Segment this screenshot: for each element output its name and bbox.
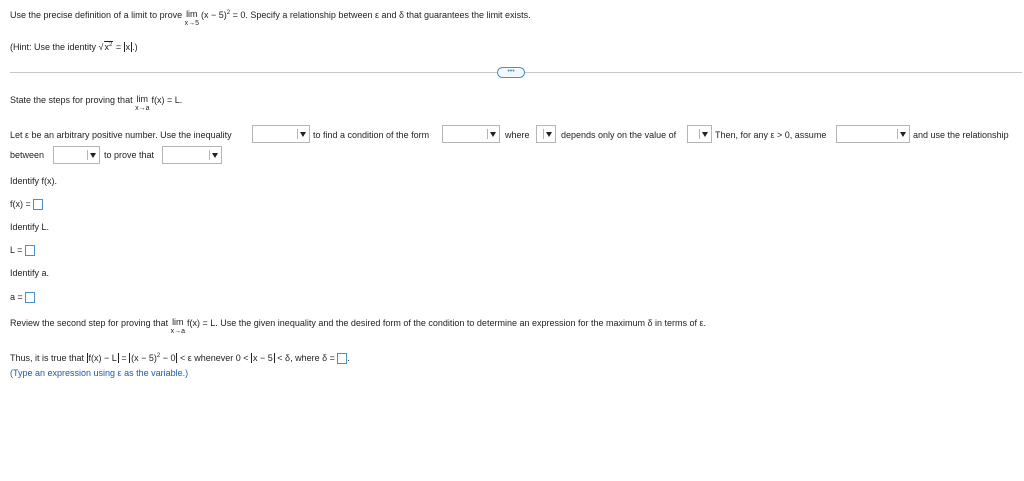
conclusion-abs3: x − 5 bbox=[253, 353, 273, 363]
chevron-down-icon bbox=[543, 129, 553, 139]
hint-sqrt-arg: x bbox=[104, 42, 109, 52]
review-limit bbox=[171, 318, 185, 336]
identify-L-label: Identify L. bbox=[10, 222, 50, 232]
fx-eq: f(x) = bbox=[10, 199, 31, 209]
conclusion-text bbox=[10, 353, 350, 364]
conclusion-end: < δ, where δ = bbox=[274, 353, 335, 363]
review-suffix: f(x) = L. Use the given inequality and the desired form of the condition to determine an expression for the maximum δ in terms of ε. bbox=[187, 318, 707, 328]
chevron-down-icon bbox=[699, 129, 709, 139]
question-lim-sub: x→5 bbox=[184, 20, 200, 27]
fx-input[interactable] bbox=[33, 199, 43, 210]
more-button[interactable]: ••• bbox=[497, 67, 525, 78]
between-text: between bbox=[10, 150, 45, 160]
state-lim-word: lim bbox=[136, 94, 149, 104]
let-text: Let ε be an arbitrary positive number. Use the inequality bbox=[10, 130, 232, 140]
depends-text: depends only on the value of bbox=[561, 130, 677, 140]
variable-dropdown[interactable] bbox=[536, 125, 556, 143]
chevron-down-icon bbox=[897, 129, 907, 139]
hint-prefix: (Hint: Use the identity bbox=[10, 42, 99, 52]
between-dropdown[interactable] bbox=[53, 146, 100, 164]
hint-sqrt bbox=[104, 41, 114, 52]
conclusion-abs2-base: (x − 5) bbox=[131, 353, 157, 363]
hint-exp: 2 bbox=[109, 42, 113, 48]
question-prefix: Use the precise definition of a limit to prove bbox=[10, 10, 183, 20]
then-text: Then, for any ε > 0, assume bbox=[715, 130, 827, 140]
question-expr-exp: 2 bbox=[226, 10, 231, 16]
conclusion-abs2-exp: 2 bbox=[156, 353, 161, 359]
sqrt-icon: √ bbox=[98, 42, 104, 52]
identify-a-label: Identify a. bbox=[10, 268, 50, 278]
a-input[interactable] bbox=[25, 292, 35, 303]
value-dropdown[interactable] bbox=[687, 125, 712, 143]
chevron-down-icon bbox=[297, 129, 307, 139]
hint-abs: x bbox=[125, 42, 131, 52]
hint-text bbox=[10, 41, 138, 52]
review-lim-word: lim bbox=[172, 317, 184, 327]
question-text bbox=[10, 10, 531, 28]
delta-input[interactable] bbox=[337, 353, 347, 364]
conclusion-period: . bbox=[347, 353, 350, 363]
review-prefix: Review the second step for proving that bbox=[10, 318, 169, 328]
condition-form-dropdown[interactable] bbox=[442, 125, 500, 143]
assume-dropdown[interactable] bbox=[836, 125, 910, 143]
where-text: where bbox=[505, 130, 530, 140]
use-relationship-text: and use the relationship bbox=[913, 130, 1009, 140]
state-steps-text bbox=[10, 95, 182, 113]
to-find-text: to find a condition of the form bbox=[313, 130, 430, 140]
conclusion-abs1: f(x) − L bbox=[88, 353, 117, 363]
state-suffix: f(x) = L. bbox=[151, 95, 183, 105]
state-lim-sub: x→a bbox=[135, 105, 150, 112]
chevron-down-icon bbox=[209, 150, 219, 160]
hint-suffix: .) bbox=[132, 42, 138, 52]
conclusion-eq: = bbox=[118, 353, 130, 363]
conclusion-middle: < ε whenever 0 < bbox=[177, 353, 249, 363]
conclusion-prefix: Thus, it is true that bbox=[10, 353, 85, 363]
conclusion-abs2 bbox=[129, 353, 177, 363]
to-prove-text: to prove that bbox=[104, 150, 155, 160]
review-text bbox=[10, 318, 706, 336]
state-prefix: State the steps for proving that bbox=[10, 95, 133, 105]
chevron-down-icon bbox=[87, 150, 97, 160]
fx-row bbox=[10, 199, 43, 210]
inequality-dropdown[interactable] bbox=[252, 125, 310, 143]
type-hint: (Type an expression using ε as the variable.) bbox=[10, 368, 189, 378]
identify-fx-label: Identify f(x). bbox=[10, 176, 58, 186]
question-lim-word: lim bbox=[186, 9, 198, 19]
question-expr-rest: = 0. Specify a relationship between ε and δ that guarantees the limit exists. bbox=[230, 10, 531, 20]
hint-eq: = bbox=[113, 42, 124, 52]
L-eq: L = bbox=[10, 245, 23, 255]
review-lim-sub: x→a bbox=[170, 328, 186, 335]
L-row bbox=[10, 245, 35, 256]
prove-dropdown[interactable] bbox=[162, 146, 222, 164]
a-eq: a = bbox=[10, 292, 23, 302]
conclusion-abs2-rest: − 0 bbox=[160, 353, 176, 363]
state-limit bbox=[135, 95, 149, 113]
question-expr-base: (x − 5) bbox=[201, 10, 227, 20]
question-limit bbox=[185, 10, 199, 28]
L-input[interactable] bbox=[25, 245, 35, 256]
a-row bbox=[10, 292, 35, 303]
chevron-down-icon bbox=[487, 129, 497, 139]
